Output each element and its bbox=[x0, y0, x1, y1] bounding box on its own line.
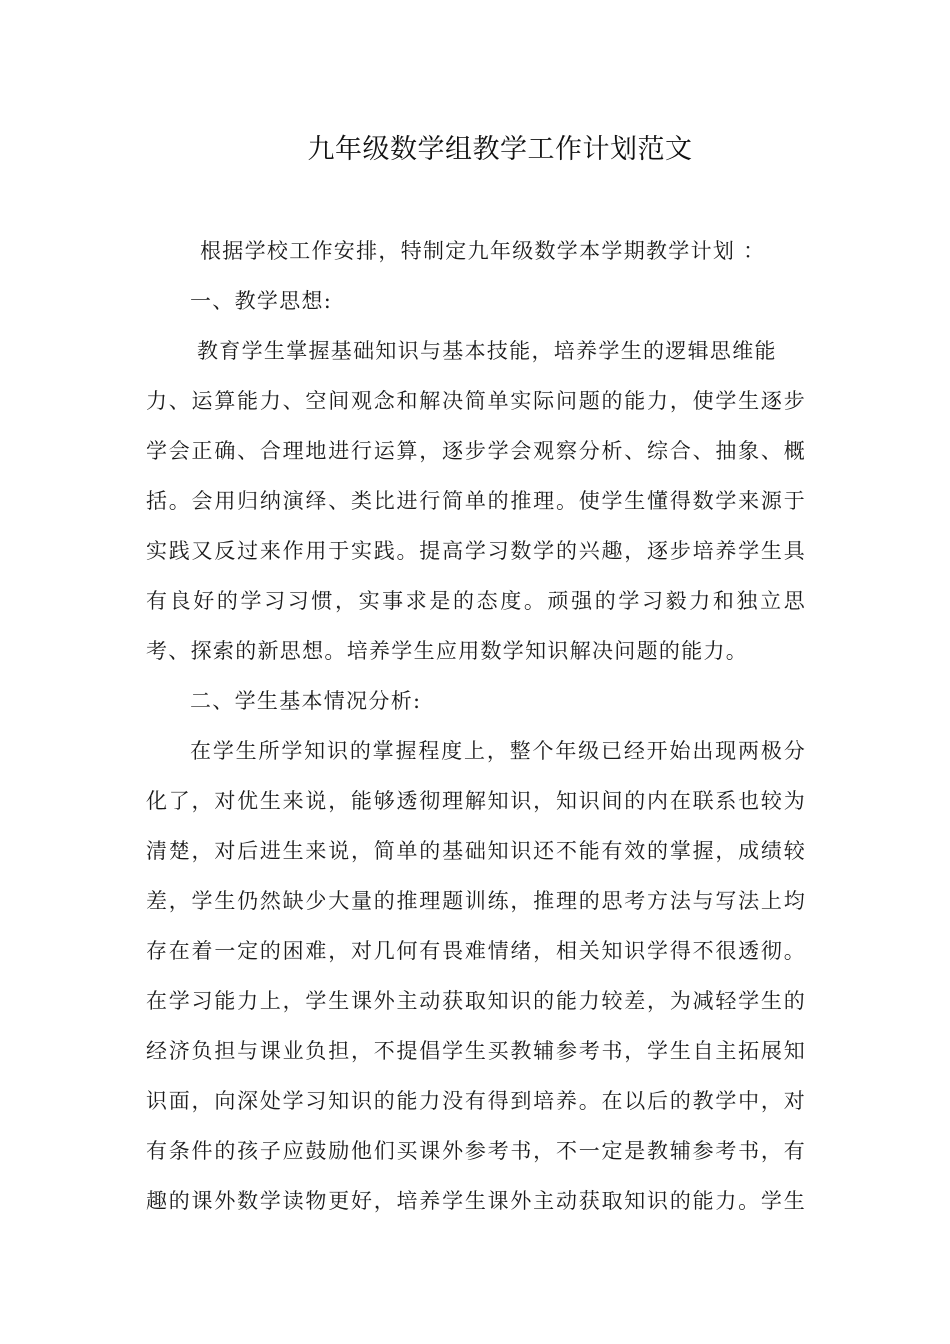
paragraph-line: 有条件的孩子应鼓励他们买课外参考书，不一定是教辅参考书，有 bbox=[146, 1139, 806, 1163]
section-heading-teaching-philosophy: 一、教学思想: bbox=[190, 289, 333, 313]
paragraph-line: 差，学生仍然缺少大量的推理题训练，推理的思考方法与写法上均 bbox=[146, 889, 806, 913]
paragraph-line: 识面，向深处学习知识的能力没有得到培养。在以后的教学中，对 bbox=[146, 1089, 806, 1113]
paragraph-line: 力、运算能力、空间观念和解决简单实际问题的能力，使学生逐步 bbox=[146, 389, 806, 413]
paragraph-line: 存在着一定的困难，对几何有畏难情绪，相关知识学得不很透彻。 bbox=[146, 939, 806, 963]
paragraph-line: 经济负担与课业负担，不提倡学生买教辅参考书，学生自主拓展知 bbox=[146, 1039, 806, 1063]
paragraph-line: 在学习能力上，学生课外主动获取知识的能力较差，为减轻学生的 bbox=[146, 989, 806, 1013]
section-heading-student-analysis: 二、学生基本情况分析: bbox=[190, 689, 422, 713]
document-title: 九年级数学组教学工作计划范文 bbox=[307, 134, 693, 165]
paragraph-line: 学会正确、合理地进行运算，逐步学会观察分析、综合、抽象、概 bbox=[146, 439, 806, 463]
paragraph-line: 教育学生掌握基础知识与基本技能，培养学生的逻辑思维能 bbox=[197, 339, 777, 363]
paragraph-line: 有良好的学习习惯，实事求是的态度。顽强的学习毅力和独立思 bbox=[146, 589, 806, 613]
paragraph-line: 实践又反过来作用于实践。提高学习数学的兴趣，逐步培养学生具 bbox=[146, 539, 806, 563]
paragraph-line: 在学生所学知识的掌握程度上，整个年级已经开始出现两极分 bbox=[190, 739, 806, 763]
paragraph-line: 括。会用归纳演绎、类比进行简单的推理。使学生懂得数学来源于 bbox=[146, 489, 806, 513]
paragraph-line: 趣的课外数学读物更好，培养学生课外主动获取知识的能力。学生 bbox=[146, 1189, 806, 1213]
intro-line: 根据学校工作安排，特制定九年级数学本学期教学计划 ： bbox=[200, 239, 766, 263]
paragraph-line: 清楚，对后进生来说，简单的基础知识还不能有效的掌握，成绩较 bbox=[146, 839, 806, 863]
paragraph-line: 化了，对优生来说，能够透彻理解知识，知识间的内在联系也较为 bbox=[146, 789, 806, 813]
paragraph-line: 考、探索的新思想。培养学生应用数学知识解决问题的能力。 bbox=[146, 639, 749, 663]
